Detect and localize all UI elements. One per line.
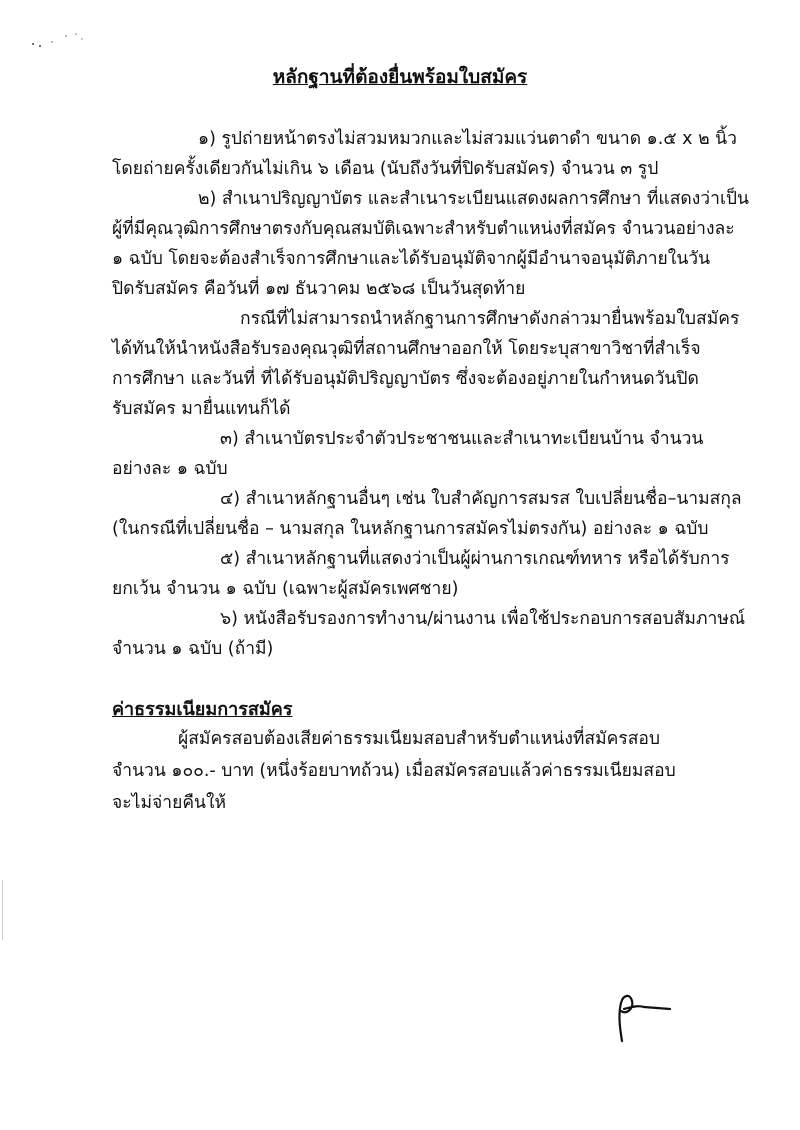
fee-line-2: จำนวน ๑๐๐.- บาท (หนึ่งร้อยบาทถ้วน) เมื่อสมัครสอบแล้วค่าธรรมเนียมสอบ [112, 761, 676, 781]
signature-icon [608, 985, 678, 1045]
page-title: หลักฐานที่ต้องยื่นพร้อมใบสมัคร [272, 66, 528, 88]
item-1-line-2: โดยถ่ายครั้งเดียวกันไม่เกิน ๖ เดือน (นับถึงวันที่ปิดรับสมัคร) จำนวน ๓ รูป [112, 159, 659, 179]
fee-section-title: ค่าธรรมเนียมการสมัคร [112, 699, 293, 720]
item-4-line-1: ๔) สำเนาหลักฐานอื่นๆ เช่น ใบสำคัญการสมรส ใบเปลี่ยนชื่อ–นามสกุล [220, 489, 742, 509]
item-2-line-1: ๒) สำเนาปริญญาบัตร และสำเนาระเบียนแสดงผลการศึกษา ที่แสดงว่าเป็น [198, 189, 749, 209]
item-2-note-line-4: รับสมัคร มายื่นแทนก็ได้ [112, 399, 291, 419]
item-6-line-1: ๖) หนังสือรับรองการทำงาน/ผ่านงาน เพื่อใช้ประกอบการสอบสัมภาษณ์ [220, 609, 746, 629]
item-1-line-1: ๑) รูปถ่ายหน้าตรงไม่สวมหมวกและไม่สวมแว่นตาดำ ขนาด ๑.๕ x ๒ นิ้ว [198, 129, 737, 149]
item-5-line-1: ๕) สำเนาหลักฐานที่แสดงว่าเป็นผู้ผ่านการเกณฑ์ทหาร หรือได้รับการ [220, 549, 730, 569]
item-3-line-2: อย่างละ ๑ ฉบับ [112, 459, 228, 479]
scan-edge-mark [2, 880, 3, 940]
item-2-line-4: ปิดรับสมัคร คือวันที่ ๑๗ ธันวาคม ๒๕๖๘ เป็นวันสุดท้าย [112, 279, 526, 299]
item-6-line-2: จำนวน ๑ ฉบับ (ถ้ามี) [112, 639, 274, 659]
fee-line-1: ผู้สมัครสอบต้องเสียค่าธรรมเนียมสอบสำหรับตำแหน่งที่สมัครสอบ [178, 729, 661, 749]
fee-line-3: จะไม่จ่ายคืนให้ [112, 793, 227, 813]
item-5-line-2: ยกเว้น จำนวน ๑ ฉบับ (เฉพาะผู้สมัครเพศชาย) [112, 579, 459, 599]
scan-specks-icon [30, 30, 90, 50]
item-2-note-line-1: กรณีที่ไม่สามารถนำหลักฐานการศึกษาดังกล่าวมายื่นพร้อมใบสมัคร [240, 309, 740, 329]
item-2-line-2: ผู้ที่มีคุณวุฒิการศึกษาตรงกับคุณสมบัติเฉพาะสำหรับตำแหน่งที่สมัคร จำนวนอย่างละ [112, 219, 735, 239]
item-4-line-2: (ในกรณีที่เปลี่ยนชื่อ – นามสกุล ในหลักฐานการสมัครไม่ตรงกัน) อย่างละ ๑ ฉบับ [112, 519, 709, 539]
item-2-note-line-3: การศึกษา และวันที่ ที่ได้รับอนุมัติปริญญาบัตร ซึ่งจะต้องอยู่ภายในกำหนดวันปิด [112, 369, 699, 389]
item-3-line-1: ๓) สำเนาบัตรประจำตัวประชาชนและสำเนาทะเบียนบ้าน จำนวน [220, 429, 704, 449]
item-2-note-line-2: ได้ทันให้นำหนังสือรับรองคุณวุฒิที่สถานศึกษาออกให้ โดยระบุสาขาวิชาที่สำเร็จ [112, 339, 701, 359]
item-2-line-3: ๑ ฉบับ โดยจะต้องสำเร็จการศึกษาและได้รับอนุมัติจากผู้มีอำนาจอนุมัติภายในวัน [112, 249, 711, 269]
